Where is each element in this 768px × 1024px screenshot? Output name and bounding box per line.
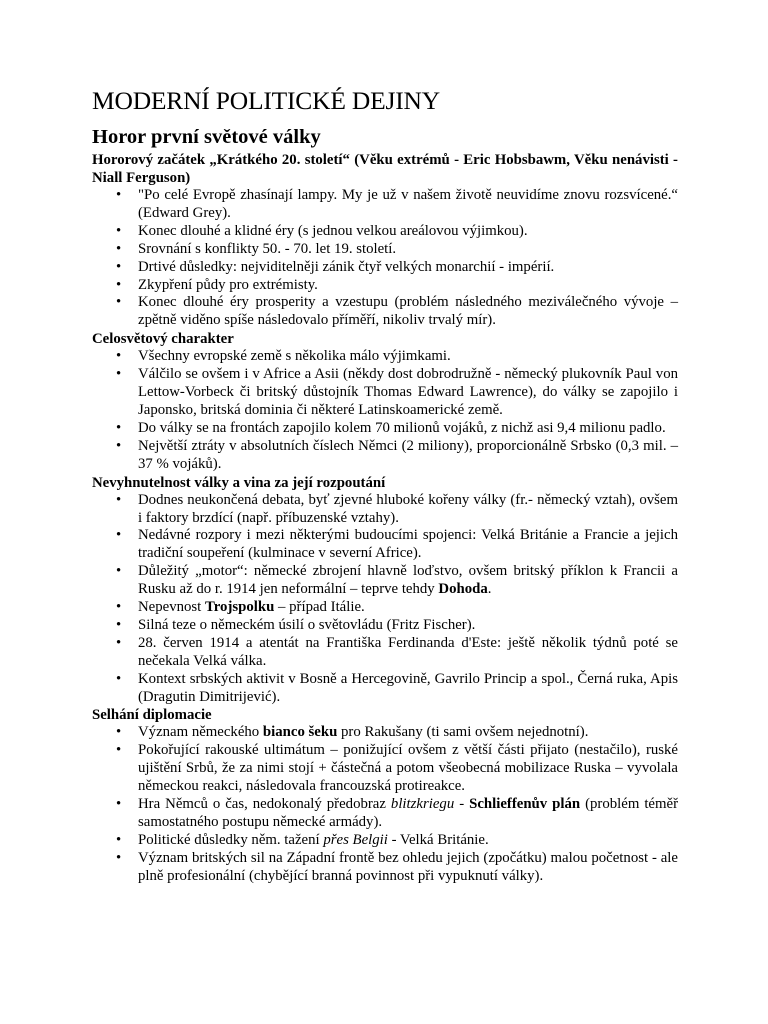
list-item (92, 724, 678, 742)
subsection-heading (92, 474, 678, 492)
text-run: Nepevnost (138, 599, 205, 616)
list-item (92, 617, 678, 635)
section-heading: Horor první světové války (92, 126, 321, 148)
bold-text: Dohoda (438, 581, 488, 598)
text-run: Největší ztráty v absolutních číslech Němci (2 miliony), proporcionálně Srbsko (0,3 mil. – 37 % vojáků). (138, 437, 678, 472)
list-item (92, 850, 678, 886)
bullet-icon: • (116, 849, 122, 866)
bold-text: Selhání diplomacie (92, 707, 212, 724)
list-item (92, 294, 678, 330)
text-run: Pokořující rakouské ultimátum – ponižující ovšem z větší části přijato (nestačilo), ruské ujištění Srbů, že za nimi stojí + částečná a potom všeobecná mobilizace Ruska – vyvolala německou reakci, následovala francouzská protireakce. (138, 742, 678, 795)
text-run: Důležitý „motor“: německé zbrojení hlavně loďstvo, ovšem britský příklon k Francii a Rusku až do r. 1914 jen neformální – teprve tehdy (138, 563, 678, 598)
text-run: Srovnání s konflikty 50. - 70. let 19. století. (138, 240, 397, 257)
text-run: Kontext srbských aktivit v Bosně a Hercegovině, Gavrilo Princip a spol., Černá ruka, Apis (Dragutin Dimitrijević). (138, 670, 678, 705)
subsection-heading (92, 151, 678, 187)
list-item (92, 527, 678, 563)
bullet-icon: • (116, 491, 122, 508)
text-run: Politické důsledky něm. tažení (138, 831, 324, 848)
bullet-icon: • (116, 742, 122, 759)
bullet-icon: • (116, 724, 122, 741)
list-item (92, 438, 678, 474)
list-item (92, 635, 678, 671)
bullet-icon: • (116, 419, 122, 436)
bullet-icon: • (116, 240, 122, 257)
bullet-icon: • (116, 294, 122, 311)
list-item (92, 366, 678, 420)
text-run: pro Rakušany (ti sami ovšem nejednotní). (337, 724, 589, 741)
bold-text: Hororový začátek „Krátkého 20. století“ (Věku extrémů - Eric Hobsbawm, Věku nenávisti - Niall Ferguson) (92, 152, 678, 186)
list-item (92, 259, 678, 277)
text-run: (problém téměř samostatného postupu německé armády). (138, 796, 679, 830)
list-item (92, 563, 678, 599)
text-run: Konec dlouhé éry prosperity a vzestupu (problém následného meziválečného vývoje – zpětně viděno spíše následovalo příměří, nikoliv trvalý mír). (138, 294, 678, 329)
bullet-icon: • (116, 796, 122, 813)
italic-text: blitzkriegu (390, 796, 455, 813)
bullet-icon: • (116, 258, 122, 275)
list-item (92, 492, 678, 528)
list-item (92, 742, 678, 796)
text-run: Silná teze o německém úsilí o světovládu (Fritz Fischer). (138, 616, 476, 633)
list-item (92, 223, 678, 241)
bullet-icon: • (116, 527, 122, 544)
bullet-list (92, 724, 678, 885)
text-run: Konec dlouhé a klidné éry (s jednou velkou areálovou výjimkou). (138, 222, 528, 239)
bullet-icon: • (116, 634, 122, 651)
text-run: - Velká Británie. (387, 831, 489, 848)
bullet-icon: • (116, 831, 122, 848)
bullet-icon: • (116, 437, 122, 454)
text-run: Nedávné rozpory i mezi některými budoucími spojenci: Velká Británie a Francie a jejich tradiční soupeření (kulminace v severní Africe). (138, 527, 678, 562)
bold-text: Nevyhnutelnost války a vina za její rozpoutání (92, 474, 386, 491)
text-run: Význam německého (138, 724, 263, 741)
text-run: 28. červen 1914 a atentát na Františka Ferdinanda d'Este: ještě několik týdnů poté se nečekala Velká válka. (138, 634, 678, 669)
list-item (92, 832, 678, 850)
bullet-icon: • (116, 366, 122, 383)
list-item (92, 277, 678, 295)
text-run: Válčilo se ovšem i v Africe a Asii (někdy dost dobrodružně - německý plukovník Paul von Lettow-Vorbeck či britský důstojník Thomas Edward Lawrence), do války se zapojilo i Japonsko, britská dominia či některé Latinskoamerické země. (138, 366, 678, 418)
text-run: Všechny evropské země s několika málo výjimkami. (138, 348, 451, 365)
text-run: – případ Itálie. (274, 599, 365, 616)
bold-text: Schlieffenův plán (469, 796, 581, 813)
list-item (92, 796, 678, 832)
text-run: Zkypření půdy pro extrémisty. (138, 276, 318, 293)
bullet-icon: • (116, 670, 122, 687)
list-item (92, 420, 678, 438)
subsection-heading (92, 330, 678, 348)
text-run: Do války se na frontách zapojilo kolem 70 milionů vojáků, z nichž asi 9,4 milionu padlo. (138, 419, 666, 436)
list-item (92, 671, 678, 707)
text-run: Dodnes neukončená debata, byť zjevné hluboké kořeny války (fr.- německý vztah), ovšem i faktory brzdící (např. příbuzenské vztahy). (138, 491, 678, 526)
bullet-list (92, 492, 678, 707)
text-run: "Po celé Evropě zhasínají lampy. My je už v našem životě neuvidíme znovu rozsvícené.“ (Edward Grey). (138, 187, 678, 221)
text-run: Význam britských sil na Západní frontě bez ohledu jejich (zpočátku) malou početnost - ale plně profesionální (chybějící branná povinnost při vypuknutí války). (138, 849, 678, 884)
bullet-list (92, 187, 678, 330)
bullet-icon: • (116, 616, 122, 633)
bullet-icon: • (116, 276, 122, 293)
list-item (92, 187, 678, 223)
list-item (92, 241, 678, 259)
bullet-icon: • (116, 348, 122, 365)
document-title: MODERNÍ POLITICKÉ DEJINY (92, 86, 440, 115)
bullet-icon: • (116, 599, 122, 616)
document-body (92, 151, 678, 886)
text-run: - (454, 796, 470, 813)
bullet-list (92, 348, 678, 473)
bullet-icon: • (116, 187, 122, 203)
bold-text: Celosvětový charakter (92, 331, 234, 348)
text-run: Drtivé důsledky: nejviditelněji zánik čtyř velkých monarchií - impérií. (138, 258, 555, 275)
bold-text: bianco šeku (262, 724, 338, 741)
text-run: Hra Němců o čas, nedokonalý předobraz (138, 796, 391, 813)
subsection-heading (92, 706, 678, 724)
list-item (92, 599, 678, 617)
list-item (92, 348, 678, 366)
bullet-icon: • (116, 222, 122, 239)
italic-text: přes Belgii (323, 831, 388, 848)
bullet-icon: • (116, 563, 122, 580)
text-run: . (487, 581, 492, 598)
bold-text: Trojspolku (204, 599, 275, 616)
